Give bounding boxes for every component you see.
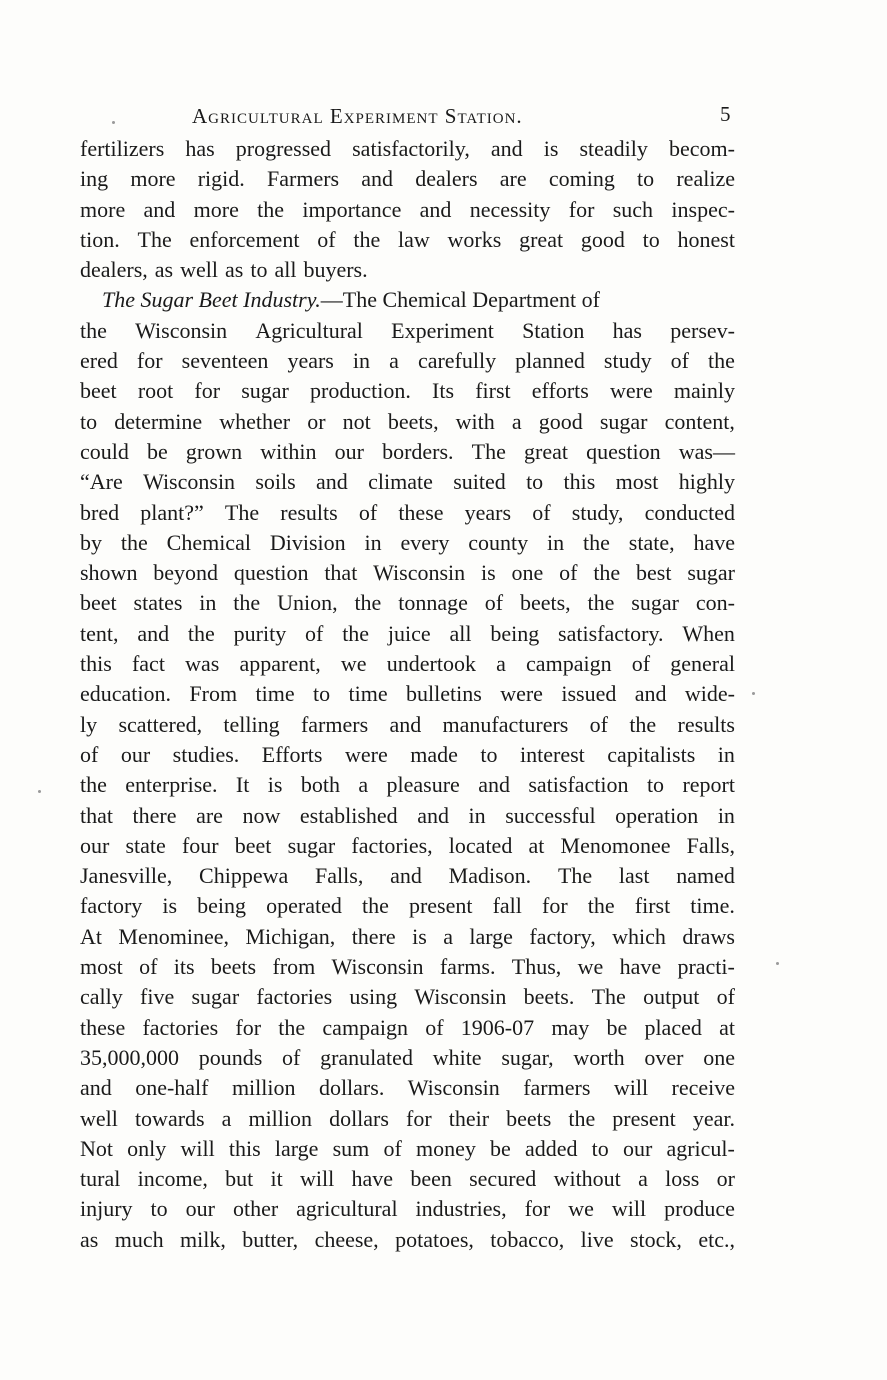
text-line: most of its beets from Wisconsin farms. Thus, we have practi- [80, 954, 735, 980]
document-page [80, 98, 735, 1255]
text-line: education. From time to time bulletins were issued and wide- [80, 681, 735, 707]
text-line: Not only will this large sum of money be added to our agricul- [80, 1135, 735, 1161]
text-line: the enterprise. It is both a pleasure and satisfaction to report [80, 772, 735, 798]
paragraph-opening-line [80, 285, 735, 315]
text-line: these factories for the campaign of 1906-07 may be placed at [80, 1014, 735, 1040]
running-head [80, 98, 735, 134]
text-line: factory is being operated the present fall for the first time. [80, 893, 735, 919]
scan-speck [752, 692, 755, 695]
scan-speck [776, 962, 779, 965]
text-line: of our studies. Efforts were made to interest capitalists in [80, 741, 735, 767]
text-line: fertilizers has progressed satisfactorily, and is steadily becom- [80, 136, 735, 161]
text-line: to determine whether or not beets, with a good sugar content, [80, 408, 735, 434]
text-line: cally five sugar factories using Wisconsin beets. The output of [80, 984, 735, 1010]
running-title: Agricultural Experiment Station. [192, 104, 523, 128]
text-line: tion. The enforcement of the law works great good to honest [80, 226, 735, 252]
page-number: 5 [720, 102, 731, 126]
text-line: well towards a million dollars for their beets the present year. [80, 1105, 735, 1131]
text-line: more and more the importance and necessity for such inspec- [80, 196, 735, 222]
text-line: ly scattered, telling farmers and manufacturers of the results [80, 711, 735, 737]
text-line: our state four beet sugar factories, located at Menomonee Falls, [80, 832, 735, 858]
text-line: beet root for sugar production. Its first efforts were mainly [80, 378, 735, 404]
text-line: shown beyond question that Wisconsin is one of the best sugar [80, 560, 735, 586]
scan-speck [38, 790, 41, 793]
text-line: tent, and the purity of the juice all being satisfactory. When [80, 620, 735, 646]
section-heading: The Sugar Beet Industry. [102, 287, 321, 313]
text-line: dealers, as well as to all buyers. [80, 257, 368, 283]
text-line: At Menominee, Michigan, there is a large factory, which draws [80, 923, 735, 949]
text-line: “Are Wisconsin soils and climate suited to this most highly [80, 469, 735, 495]
text-line: this fact was apparent, we undertook a campaign of general [80, 651, 735, 677]
text-line: 35,000,000 pounds of granulated white sugar, worth over one [80, 1044, 735, 1070]
text-line: that there are now established and in successful operation in [80, 802, 735, 828]
paragraph-sugar-beet-industry [80, 285, 735, 1255]
text-line: Janesville, Chippewa Falls, and Madison. The last named [80, 863, 735, 889]
section-heading-tail: —The Chemical Department of [320, 287, 600, 313]
text-line: tural income, but it will have been secured without a loss or [80, 1166, 735, 1192]
text-line: ing more rigid. Farmers and dealers are coming to realize [80, 166, 735, 192]
text-line: bred plant?” The results of these years of study, conducted [80, 499, 735, 525]
text-line: ered for seventeen years in a carefully planned study of the [80, 348, 735, 374]
paragraph-inspection [80, 134, 735, 285]
body-text [80, 134, 735, 1255]
text-line: by the Chemical Division in every county in the state, have [80, 529, 735, 555]
text-line: injury to our other agricultural industries, for we will produce [80, 1196, 735, 1222]
text-line: the Wisconsin Agricultural Experiment Station has persev- [80, 317, 735, 343]
text-line: as much milk, butter, cheese, potatoes, tobacco, live stock, etc., [80, 1226, 735, 1252]
text-line: could be grown within our borders. The great question was— [80, 438, 735, 464]
scan-speck [112, 121, 115, 124]
text-line: and one-half million dollars. Wisconsin farmers will receive [80, 1075, 735, 1101]
text-line: beet states in the Union, the tonnage of beets, the sugar con- [80, 590, 735, 616]
